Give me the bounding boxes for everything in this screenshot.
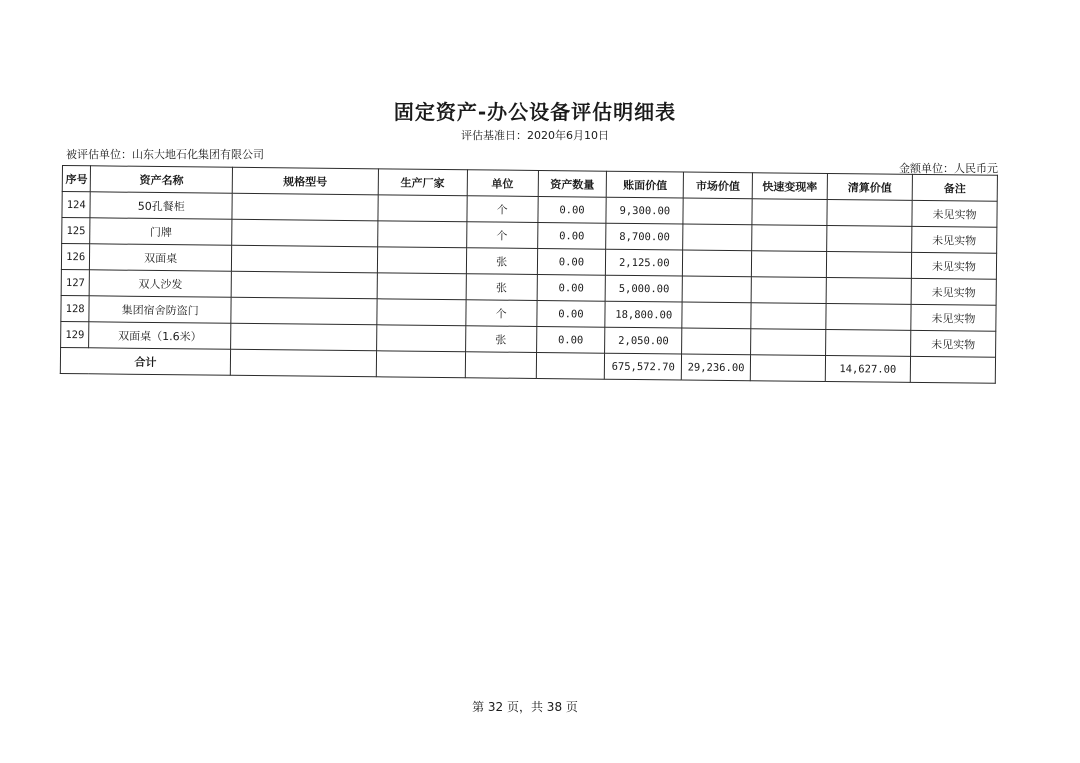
col-header-name: 资产名称 [91,166,233,193]
cell-unit: 张 [466,248,537,275]
cell-name: 50孔餐柜 [90,192,232,219]
cell-spec [231,323,377,351]
cell-spec [231,271,377,299]
cell-note: 未见实物 [910,330,995,357]
cell-unit: 张 [466,274,537,301]
cell-spec [231,297,377,325]
total-maker [376,351,465,378]
col-header-book: 账面价值 [607,171,684,198]
cell-note: 未见实物 [911,252,996,279]
cell-book: 18,800.00 [605,301,682,328]
cell-maker [378,195,467,222]
cell-note: 未见实物 [911,304,996,331]
cell-rate [752,199,827,226]
base-date: 评估基准日：2020年6月10日 [461,129,609,142]
asset-table [60,165,998,384]
cell-name: 门牌 [90,218,232,245]
cell-name: 双人沙发 [89,270,231,297]
cell-market [682,328,751,355]
total-label: 合计 [60,347,230,375]
total-note [910,356,995,383]
cell-liq [827,226,912,253]
cell-market [683,224,752,251]
page-number: 第 32 页，共 38 页 [472,700,578,714]
cell-rate [752,225,827,252]
cell-liq [825,330,910,357]
total-unit [465,352,536,379]
cell-book: 8,700.00 [606,223,683,250]
cell-no: 129 [61,321,90,347]
col-header-qty: 资产数量 [538,170,607,197]
cell-liq [826,304,911,331]
currency-unit: 金额单位：人民币元 [899,162,998,175]
cell-no: 128 [61,295,90,321]
col-header-market: 市场价值 [683,172,752,199]
cell-market [683,198,752,225]
cell-market [683,250,752,277]
cell-maker [377,299,466,326]
cell-rate [751,251,826,278]
cell-qty: 0.00 [537,274,606,301]
cell-name: 双面桌（1.6米） [89,322,231,349]
cell-unit: 个 [467,196,538,223]
total-rate [750,355,825,382]
cell-qty: 0.00 [537,196,606,223]
cell-no: 124 [62,192,91,218]
total-liquidation-value: 14,627.00 [825,356,910,383]
cell-qty: 0.00 [537,222,606,249]
cell-no: 125 [62,218,91,244]
cell-spec [232,219,378,247]
cell-maker [376,325,465,352]
col-header-liq: 清算价值 [827,174,912,201]
cell-spec [232,193,378,221]
cell-rate [751,329,826,356]
cell-unit: 个 [466,300,537,327]
cell-liq [826,252,911,279]
col-header-note: 备注 [912,174,997,201]
col-header-spec: 规格型号 [232,167,378,195]
cell-book: 5,000.00 [605,275,682,302]
col-header-rate: 快速变现率 [752,173,827,200]
cell-market [682,302,751,329]
cell-unit: 个 [466,222,537,249]
total-spec [230,349,376,377]
col-header-unit: 单位 [467,170,538,197]
cell-maker [377,273,466,300]
cell-note: 未见实物 [911,278,996,305]
cell-liq [826,278,911,305]
cell-maker [377,221,466,248]
cell-name: 双面桌 [90,244,232,271]
cell-no: 127 [61,269,90,295]
cell-liq [827,200,912,227]
col-header-maker: 生产厂家 [378,169,467,196]
total-qty [536,352,605,379]
cell-spec [231,245,377,273]
cell-no: 126 [61,244,90,270]
cell-note: 未见实物 [912,226,997,253]
cell-unit: 张 [465,326,536,353]
cell-rate [751,303,826,330]
cell-market [682,276,751,303]
cell-rate [751,277,826,304]
cell-book: 2,050.00 [605,327,682,354]
document-title: 固定资产-办公设备评估明细表 [393,100,677,124]
cell-book: 2,125.00 [606,249,683,276]
cell-note: 未见实物 [912,200,997,227]
cell-qty: 0.00 [536,300,605,327]
cell-book: 9,300.00 [606,197,683,224]
cell-maker [377,247,466,274]
total-book-value: 675,572.70 [605,353,682,380]
col-header-no: 序号 [62,166,91,192]
evaluated-entity: 被评估单位：山东大地石化集团有限公司 [66,148,264,161]
cell-name: 集团宿舍防盗门 [89,296,231,323]
cell-qty: 0.00 [537,248,606,275]
cell-qty: 0.00 [536,326,605,353]
total-market-value: 29,236.00 [682,354,751,381]
